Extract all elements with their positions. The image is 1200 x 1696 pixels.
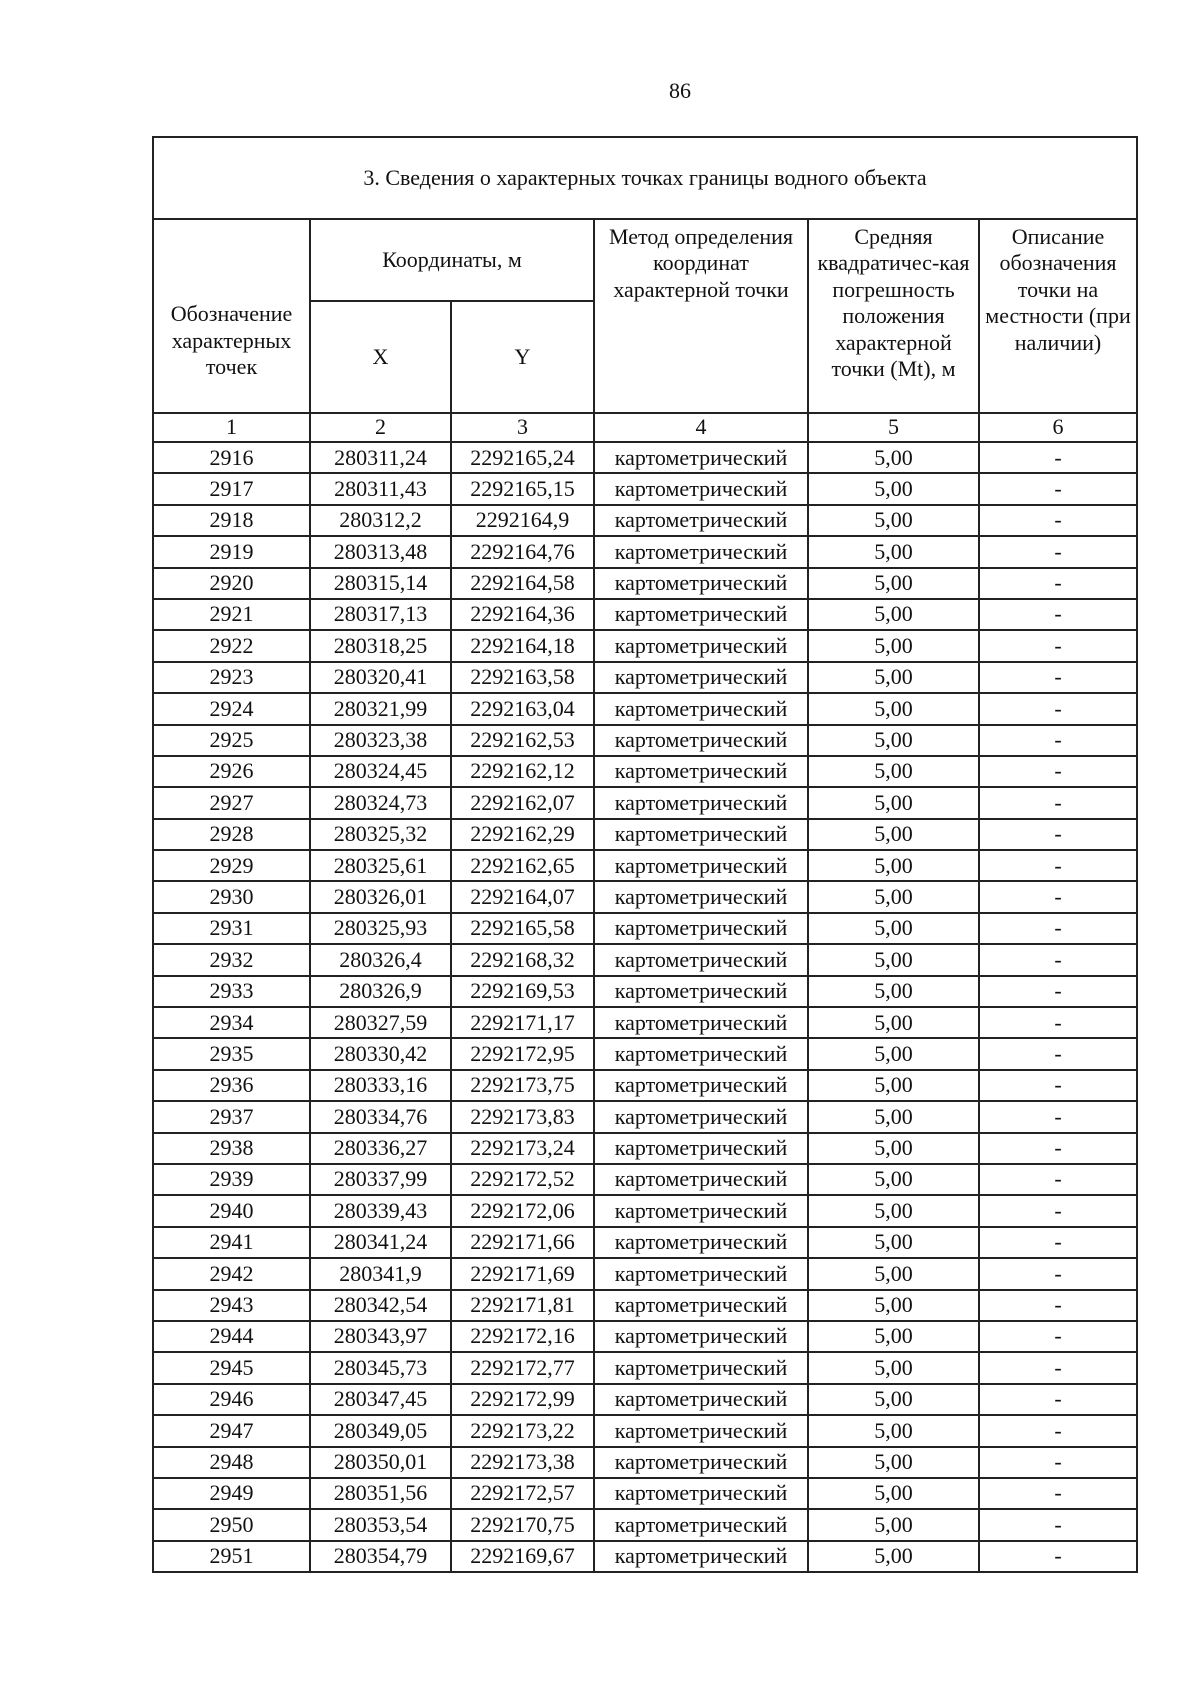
table-row	[153, 725, 1137, 756]
error-cell: 5,00	[808, 1384, 979, 1415]
point-designation-cell: 2934	[153, 1007, 310, 1038]
point-designation-cell: 2942	[153, 1258, 310, 1289]
coordinate-x-cell: 280343,97	[310, 1321, 451, 1352]
coordinate-y-cell: 2292169,53	[451, 976, 594, 1007]
coordinate-y-cell: 2292164,76	[451, 536, 594, 567]
description-cell: -	[979, 1290, 1137, 1321]
error-cell: 5,00	[808, 1101, 979, 1132]
description-cell: -	[979, 693, 1137, 724]
description-cell: -	[979, 913, 1137, 944]
coordinate-x-cell: 280324,73	[310, 787, 451, 818]
point-designation-cell: 2949	[153, 1478, 310, 1509]
point-designation-cell: 2946	[153, 1384, 310, 1415]
coordinate-x-cell: 280336,27	[310, 1133, 451, 1164]
description-cell: -	[979, 1478, 1137, 1509]
table-row	[153, 1195, 1137, 1226]
error-cell: 5,00	[808, 1227, 979, 1258]
description-cell: -	[979, 850, 1137, 881]
table-row	[153, 630, 1137, 661]
point-designation-cell: 2924	[153, 693, 310, 724]
method-cell: картометрический	[594, 725, 808, 756]
method-cell: картометрический	[594, 1478, 808, 1509]
method-cell: картометрический	[594, 693, 808, 724]
error-cell: 5,00	[808, 850, 979, 881]
coordinate-x-cell: 280349,05	[310, 1415, 451, 1446]
coordinate-x-cell: 280321,99	[310, 693, 451, 724]
description-cell: -	[979, 819, 1137, 850]
point-designation-cell: 2931	[153, 913, 310, 944]
table-row	[153, 1258, 1137, 1289]
coordinate-x-cell: 280326,01	[310, 881, 451, 912]
table-row	[153, 944, 1137, 975]
column-number: 3	[451, 413, 594, 442]
description-cell: -	[979, 662, 1137, 693]
coordinate-y-cell: 2292162,65	[451, 850, 594, 881]
description-cell: -	[979, 505, 1137, 536]
description-cell: -	[979, 1133, 1137, 1164]
method-cell: картометрический	[594, 536, 808, 567]
description-cell: -	[979, 1007, 1137, 1038]
error-cell: 5,00	[808, 442, 979, 473]
point-designation-cell: 2928	[153, 819, 310, 850]
page-number: 86	[669, 78, 691, 103]
description-cell: -	[979, 1415, 1137, 1446]
error-cell: 5,00	[808, 944, 979, 975]
table-row	[153, 693, 1137, 724]
error-cell: 5,00	[808, 1258, 979, 1289]
point-designation-cell: 2918	[153, 505, 310, 536]
error-cell: 5,00	[808, 1038, 979, 1069]
description-cell: -	[979, 1352, 1137, 1383]
coordinate-y-cell: 2292172,16	[451, 1321, 594, 1352]
table-title-row	[153, 137, 1137, 219]
coordinate-y-cell: 2292173,24	[451, 1133, 594, 1164]
error-cell: 5,00	[808, 1447, 979, 1478]
coordinate-y-cell: 2292165,15	[451, 473, 594, 504]
coordinate-x-cell: 280317,13	[310, 599, 451, 630]
description-cell: -	[979, 1384, 1137, 1415]
method-cell: картометрический	[594, 1321, 808, 1352]
error-cell: 5,00	[808, 756, 979, 787]
point-designation-cell: 2923	[153, 662, 310, 693]
coordinate-y-cell: 2292172,57	[451, 1478, 594, 1509]
method-cell: картометрический	[594, 473, 808, 504]
header-y: Y	[451, 301, 594, 413]
coordinate-y-cell: 2292173,38	[451, 1447, 594, 1478]
method-cell: картометрический	[594, 881, 808, 912]
table-row	[153, 1415, 1137, 1446]
coordinate-x-cell: 280353,54	[310, 1509, 451, 1540]
coordinate-y-cell: 2292162,07	[451, 787, 594, 818]
description-cell: -	[979, 1227, 1137, 1258]
method-cell: картометрический	[594, 819, 808, 850]
coordinate-x-cell: 280326,9	[310, 976, 451, 1007]
error-cell: 5,00	[808, 1290, 979, 1321]
coordinate-x-cell: 280311,24	[310, 442, 451, 473]
method-cell: картометрический	[594, 850, 808, 881]
description-cell: -	[979, 725, 1137, 756]
table-row	[153, 850, 1137, 881]
header-method: Метод определения координат характерной точки	[594, 219, 808, 413]
coordinate-x-cell: 280326,4	[310, 944, 451, 975]
point-designation-cell: 2921	[153, 599, 310, 630]
table-row	[153, 599, 1137, 630]
column-number: 1	[153, 413, 310, 442]
method-cell: картометрический	[594, 1352, 808, 1383]
error-cell: 5,00	[808, 630, 979, 661]
error-cell: 5,00	[808, 536, 979, 567]
error-cell: 5,00	[808, 881, 979, 912]
method-cell: картометрический	[594, 1541, 808, 1572]
coordinate-x-cell: 280351,56	[310, 1478, 451, 1509]
table-row	[153, 1038, 1137, 1069]
point-designation-cell: 2935	[153, 1038, 310, 1069]
coordinate-y-cell: 2292168,32	[451, 944, 594, 975]
error-cell: 5,00	[808, 1195, 979, 1226]
description-cell: -	[979, 442, 1137, 473]
error-cell: 5,00	[808, 1509, 979, 1540]
method-cell: картометрический	[594, 1509, 808, 1540]
coordinate-x-cell: 280339,43	[310, 1195, 451, 1226]
method-cell: картометрический	[594, 1195, 808, 1226]
method-cell: картометрический	[594, 630, 808, 661]
column-number: 5	[808, 413, 979, 442]
coordinate-y-cell: 2292162,53	[451, 725, 594, 756]
point-designation-cell: 2932	[153, 944, 310, 975]
coordinate-y-cell: 2292165,24	[451, 442, 594, 473]
table-row	[153, 819, 1137, 850]
description-cell: -	[979, 1195, 1137, 1226]
point-designation-cell: 2938	[153, 1133, 310, 1164]
coordinate-y-cell: 2292173,75	[451, 1070, 594, 1101]
description-cell: -	[979, 536, 1137, 567]
coordinate-x-cell: 280324,45	[310, 756, 451, 787]
table-row	[153, 976, 1137, 1007]
error-cell: 5,00	[808, 725, 979, 756]
point-designation-cell: 2927	[153, 787, 310, 818]
method-cell: картометрический	[594, 1415, 808, 1446]
table-row	[153, 1447, 1137, 1478]
table-row	[153, 1321, 1137, 1352]
coordinate-x-cell: 280320,41	[310, 662, 451, 693]
error-cell: 5,00	[808, 1415, 979, 1446]
point-designation-cell: 2950	[153, 1509, 310, 1540]
point-designation-cell: 2940	[153, 1195, 310, 1226]
coordinate-x-cell: 280341,24	[310, 1227, 451, 1258]
table-row	[153, 881, 1137, 912]
method-cell: картометрический	[594, 1447, 808, 1478]
table-row	[153, 1133, 1137, 1164]
point-designation-cell: 2936	[153, 1070, 310, 1101]
method-cell: картометрический	[594, 1070, 808, 1101]
description-cell: -	[979, 599, 1137, 630]
table-row	[153, 1070, 1137, 1101]
method-cell: картометрический	[594, 568, 808, 599]
coordinate-x-cell: 280334,76	[310, 1101, 451, 1132]
method-cell: картометрический	[594, 756, 808, 787]
method-cell: картометрический	[594, 1290, 808, 1321]
error-cell: 5,00	[808, 1321, 979, 1352]
table-row	[153, 662, 1137, 693]
coordinate-y-cell: 2292164,9	[451, 505, 594, 536]
coordinate-y-cell: 2292171,81	[451, 1290, 594, 1321]
point-designation-cell: 2947	[153, 1415, 310, 1446]
method-cell: картометрический	[594, 1384, 808, 1415]
coordinate-x-cell: 280311,43	[310, 473, 451, 504]
column-number: 6	[979, 413, 1137, 442]
description-cell: -	[979, 1447, 1137, 1478]
point-designation-cell: 2945	[153, 1352, 310, 1383]
description-cell: -	[979, 1509, 1137, 1540]
method-cell: картометрический	[594, 787, 808, 818]
coordinate-x-cell: 280318,25	[310, 630, 451, 661]
point-designation-cell: 2920	[153, 568, 310, 599]
description-cell: -	[979, 944, 1137, 975]
coordinate-y-cell: 2292165,58	[451, 913, 594, 944]
coordinate-y-cell: 2292171,66	[451, 1227, 594, 1258]
table-row	[153, 1164, 1137, 1195]
coordinate-y-cell: 2292172,95	[451, 1038, 594, 1069]
coordinate-y-cell: 2292173,83	[451, 1101, 594, 1132]
coordinate-y-cell: 2292163,04	[451, 693, 594, 724]
table-row	[153, 505, 1137, 536]
point-designation-cell: 2917	[153, 473, 310, 504]
table-row	[153, 1509, 1137, 1540]
coordinate-y-cell: 2292171,69	[451, 1258, 594, 1289]
description-cell: -	[979, 630, 1137, 661]
table-row	[153, 1290, 1137, 1321]
coordinate-x-cell: 280325,93	[310, 913, 451, 944]
method-cell: картометрический	[594, 944, 808, 975]
point-designation-cell: 2939	[153, 1164, 310, 1195]
method-cell: картометрический	[594, 1164, 808, 1195]
description-cell: -	[979, 1038, 1137, 1069]
point-designation-cell: 2933	[153, 976, 310, 1007]
table-row	[153, 1101, 1137, 1132]
point-designation-cell: 2951	[153, 1541, 310, 1572]
error-cell: 5,00	[808, 787, 979, 818]
table-row	[153, 1478, 1137, 1509]
point-designation-cell: 2943	[153, 1290, 310, 1321]
coordinate-x-cell: 280337,99	[310, 1164, 451, 1195]
method-cell: картометрический	[594, 1038, 808, 1069]
error-cell: 5,00	[808, 662, 979, 693]
point-designation-cell: 2916	[153, 442, 310, 473]
header-description: Описание обозначения точки на местности (при наличии)	[979, 219, 1137, 413]
table-title: 3. Сведения о характерных точках границы водного объекта	[153, 137, 1137, 219]
coordinate-x-cell: 280345,73	[310, 1352, 451, 1383]
point-designation-cell: 2925	[153, 725, 310, 756]
coordinate-y-cell: 2292172,77	[451, 1352, 594, 1383]
table-row	[153, 756, 1137, 787]
method-cell: картометрический	[594, 1007, 808, 1038]
column-number: 2	[310, 413, 451, 442]
description-cell: -	[979, 1164, 1137, 1195]
coordinate-y-cell: 2292172,52	[451, 1164, 594, 1195]
table-row	[153, 913, 1137, 944]
table-row	[153, 1227, 1137, 1258]
error-cell: 5,00	[808, 1007, 979, 1038]
point-designation-cell: 2948	[153, 1447, 310, 1478]
error-cell: 5,00	[808, 568, 979, 599]
description-cell: -	[979, 1070, 1137, 1101]
coordinate-x-cell: 280354,79	[310, 1541, 451, 1572]
point-designation-cell: 2941	[153, 1227, 310, 1258]
error-cell: 5,00	[808, 819, 979, 850]
method-cell: картометрический	[594, 442, 808, 473]
table-row	[153, 1007, 1137, 1038]
point-designation-cell: 2937	[153, 1101, 310, 1132]
method-cell: картометрический	[594, 1101, 808, 1132]
coordinate-x-cell: 280313,48	[310, 536, 451, 567]
coordinate-x-cell: 280333,16	[310, 1070, 451, 1101]
method-cell: картометрический	[594, 1258, 808, 1289]
header-row-1	[153, 219, 1137, 301]
coordinate-x-cell: 280325,32	[310, 819, 451, 850]
table-row	[153, 1384, 1137, 1415]
error-cell: 5,00	[808, 1352, 979, 1383]
point-designation-cell: 2926	[153, 756, 310, 787]
description-cell: -	[979, 1541, 1137, 1572]
coordinate-x-cell: 280342,54	[310, 1290, 451, 1321]
coordinate-x-cell: 280350,01	[310, 1447, 451, 1478]
table-row	[153, 1352, 1137, 1383]
coordinate-y-cell: 2292163,58	[451, 662, 594, 693]
method-cell: картометрический	[594, 1227, 808, 1258]
method-cell: картометрический	[594, 599, 808, 630]
error-cell: 5,00	[808, 1070, 979, 1101]
header-error: Средняя квадратичес-кая погрешность положения характерной точки (Mt), м	[808, 219, 979, 413]
coordinate-y-cell: 2292164,58	[451, 568, 594, 599]
coordinate-y-cell: 2292164,18	[451, 630, 594, 661]
coordinate-y-cell: 2292164,07	[451, 881, 594, 912]
point-designation-cell: 2930	[153, 881, 310, 912]
coordinate-y-cell: 2292173,22	[451, 1415, 594, 1446]
coordinate-x-cell: 280312,2	[310, 505, 451, 536]
coordinate-y-cell: 2292169,67	[451, 1541, 594, 1572]
coordinate-x-cell: 280323,38	[310, 725, 451, 756]
description-cell: -	[979, 787, 1137, 818]
description-cell: -	[979, 756, 1137, 787]
coordinate-x-cell: 280341,9	[310, 1258, 451, 1289]
method-cell: картометрический	[594, 505, 808, 536]
coordinate-x-cell: 280330,42	[310, 1038, 451, 1069]
point-designation-cell: 2922	[153, 630, 310, 661]
method-cell: картометрический	[594, 913, 808, 944]
description-cell: -	[979, 976, 1137, 1007]
coordinate-y-cell: 2292164,36	[451, 599, 594, 630]
table-row	[153, 473, 1137, 504]
error-cell: 5,00	[808, 473, 979, 504]
point-designation-cell: 2929	[153, 850, 310, 881]
error-cell: 5,00	[808, 1164, 979, 1195]
header-designation: Обозначение характерных точек	[153, 219, 310, 413]
column-number: 4	[594, 413, 808, 442]
coordinate-x-cell: 280315,14	[310, 568, 451, 599]
description-cell: -	[979, 1258, 1137, 1289]
description-cell: -	[979, 473, 1137, 504]
column-numbers-row	[153, 413, 1137, 442]
error-cell: 5,00	[808, 693, 979, 724]
error-cell: 5,00	[808, 913, 979, 944]
coordinate-y-cell: 2292162,12	[451, 756, 594, 787]
header-x: X	[310, 301, 451, 413]
table-row	[153, 442, 1137, 473]
point-designation-cell: 2944	[153, 1321, 310, 1352]
error-cell: 5,00	[808, 599, 979, 630]
coordinate-y-cell: 2292172,06	[451, 1195, 594, 1226]
point-designation-cell: 2919	[153, 536, 310, 567]
boundary-points-table	[152, 136, 1138, 1573]
method-cell: картометрический	[594, 662, 808, 693]
coordinate-y-cell: 2292170,75	[451, 1509, 594, 1540]
header-coordinates: Координаты, м	[310, 219, 594, 301]
coordinate-x-cell: 280325,61	[310, 850, 451, 881]
table-row	[153, 536, 1137, 567]
coordinate-x-cell: 280347,45	[310, 1384, 451, 1415]
error-cell: 5,00	[808, 976, 979, 1007]
coordinate-y-cell: 2292171,17	[451, 1007, 594, 1038]
error-cell: 5,00	[808, 1133, 979, 1164]
description-cell: -	[979, 568, 1137, 599]
coordinate-y-cell: 2292162,29	[451, 819, 594, 850]
error-cell: 5,00	[808, 1541, 979, 1572]
coordinate-x-cell: 280327,59	[310, 1007, 451, 1038]
method-cell: картометрический	[594, 1133, 808, 1164]
description-cell: -	[979, 1321, 1137, 1352]
error-cell: 5,00	[808, 1478, 979, 1509]
description-cell: -	[979, 1101, 1137, 1132]
description-cell: -	[979, 881, 1137, 912]
table-row	[153, 1541, 1137, 1572]
table-row	[153, 787, 1137, 818]
error-cell: 5,00	[808, 505, 979, 536]
table-row	[153, 568, 1137, 599]
method-cell: картометрический	[594, 976, 808, 1007]
coordinate-y-cell: 2292172,99	[451, 1384, 594, 1415]
